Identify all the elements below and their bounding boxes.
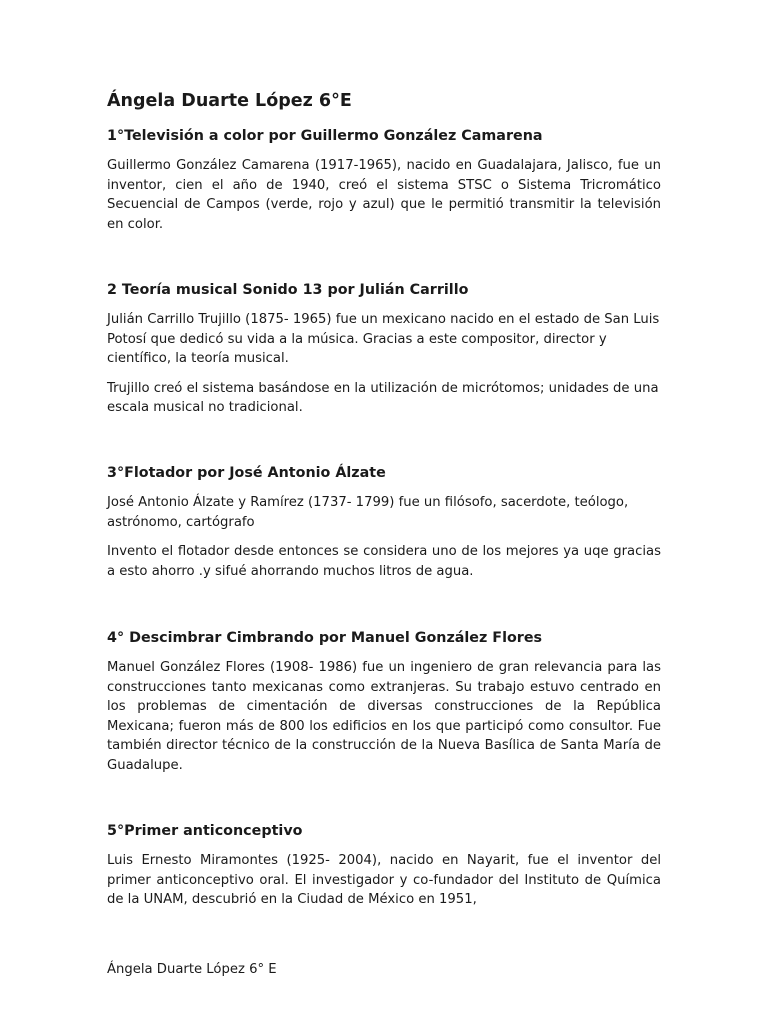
section-sonido-13 [107, 281, 661, 428]
section-flotador [107, 464, 661, 591]
section-descimbrar-cimbrando [107, 629, 661, 785]
section-television-color [107, 127, 661, 244]
section-paragraph: Luis Ernesto Miramontes (1925- 2004), nacido en Nayarit, fue el inventor del primer anticonceptivo oral. El investigador y co-fundador del Instituto de Química de la UNAM, descubrió en la Ciudad de México en 1951, [107, 853, 661, 907]
section-paragraph: Julián Carrillo Trujillo (1875- 1965) fue un mexicano nacido en el estado de San Luis Potosí que dedicó su vida a la música. Gracias a este compositor, director y científico, la teoría musical. [107, 312, 660, 366]
page-footer: Ángela Duarte López 6° E [107, 962, 277, 977]
section-paragraph: Trujillo creó el sistema basándose en la utilización de micrótomos; unidades de una escala musical no tradicional. [107, 380, 659, 415]
document-title: Ángela Duarte López 6°E [107, 91, 352, 111]
section-paragraph: José Antonio Álzate y Ramírez (1737- 1799) fue un filósofo, sacerdote, teólogo, astrónomo, cartógrafo [107, 495, 629, 530]
section-primer-anticonceptivo [107, 822, 661, 920]
section-paragraph: Guillermo González Camarena (1917-1965), nacido en Guadalajara, Jalisco, fue un inventor, cien el año de 1940, creó el sistema STSC o Sistema Tricromático Secuencial de Campos (verde, rojo y azul) que le permitió transmitir la televisión en color. [107, 158, 661, 232]
section-paragraph: Manuel González Flores (1908- 1986) fue un ingeniero de gran relevancia para las construcciones tanto mexicanas como extranjeras. Su trabajo estuvo centrado en los problemas de cimentación de diversas construcciones de la República Mexicana; fueron más de 800 los edificios en los que participó como consultor. Fue también director técnico de la construcción de la Nueva Basílica de Santa María de Guadalupe. [107, 660, 661, 773]
section-paragraph: Invento el flotador desde entonces se considera uno de los mejores ya uqe gracias a esto ahorro .y sifué ahorrando muchos litros de agua. [107, 544, 661, 579]
section-heading: 2 Teoría musical Sonido 13 por Julián Carrillo [107, 282, 469, 298]
section-heading: 3°Flotador por José Antonio Álzate [107, 465, 386, 481]
section-heading: 5°Primer anticonceptivo [107, 823, 303, 839]
section-heading: 4° Descimbrar Cimbrando por Manuel González Flores [107, 630, 543, 646]
section-heading: 1°Televisión a color por Guillermo González Camarena [107, 128, 543, 144]
